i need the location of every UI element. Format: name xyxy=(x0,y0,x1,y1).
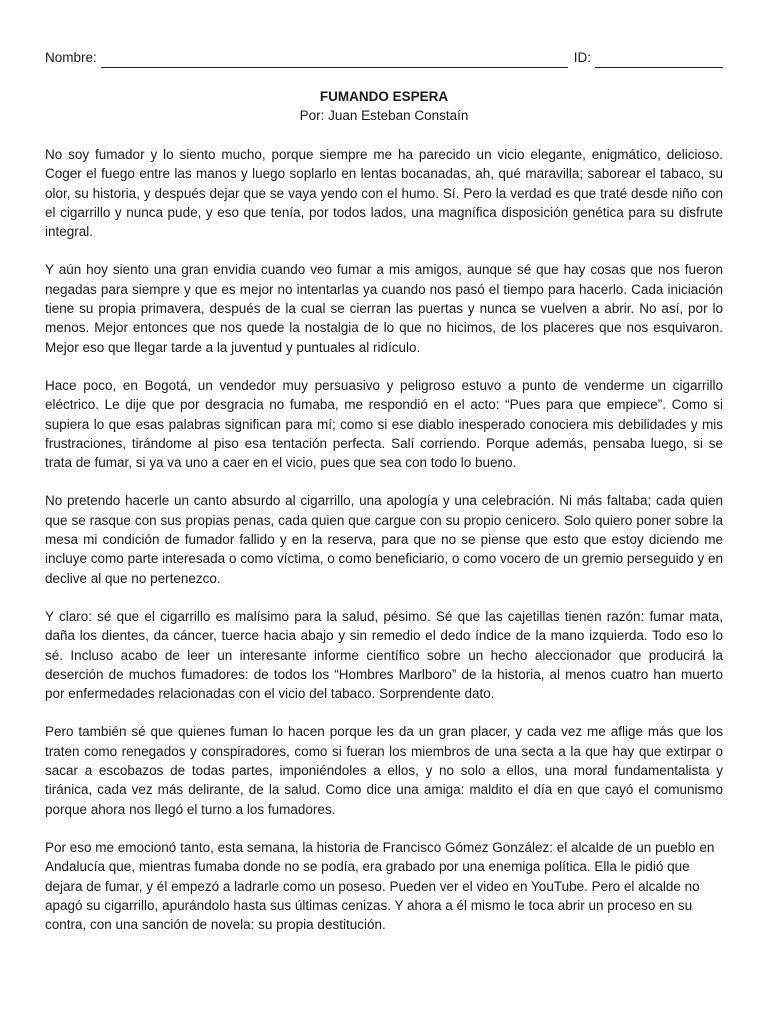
paragraph-4: No pretendo hacerle un canto absurdo al cigarrillo, una apología y una celebración. Ni más faltaba; cada quien que se rasque con sus propias penas, cada quien que cargue con su propio cenicero. Solo quiero poner sobre la mesa mi condición de fumador fallido y en la reserva, para que no se piense que esto que estoy diciendo me incluye como parte interesada o como víctima, o como beneficiario, o como vocero de un gremio perseguido y en declive al que no pertenezco. xyxy=(45,493,723,586)
paragraph-7: Por eso me emocionó tanto, esta semana, la historia de Francisco Gómez González: el alcalde de un pueblo en Andalucía que, mientras fumaba donde no se podía, era grabado por una enemiga política. Ella le pidió que dejara de fumar, y él empezó a ladrarle como un poseso. Pueden ver el video en YouTube. Pero el alcalde no apagó su cigarrillo, apurándolo hasta sus últimas cenizas. Y ahora a él mismo le toca abrir un proceso en su contra, con una sanción de novela: su propia destitución. xyxy=(45,839,715,933)
paragraph-6: Pero también sé que quienes fuman lo hacen porque les da un gran placer, y cada vez me aflige más que los traten como renegados y conspiradores, como si fueran los miembros de una secta a la que hay que extirpar o sacar a escobazos de todas partes, imponiéndoles a ellos, y no solo a ellos, una moral fundamentalista y tiránica, cada vez más delirante, de la salud. Como dice una amiga: maldito el día en que cayó el comunismo porque ahora nos llegó el turno a los fumadores. xyxy=(45,724,723,817)
article-body xyxy=(45,145,723,934)
paragraph-3: Hace poco, en Bogotá, un vendedor muy persuasivo y peligroso estuvo a punto de venderme un cigarrillo eléctrico. Le dije que por desgracia no fumaba, me respondió en el acto: “Pues para que empiece”. Como si supiera lo que esas palabras significan para mí; como si ese diablo inesperado conociera mis debilidades y mis frustraciones, tirándome al piso esa tentación perfecta. Salí corriendo. Porque además, pensaba luego, si se trata de fumar, si ya va uno a caer en el vicio, pues que sea con todo lo bueno. xyxy=(45,377,723,471)
id-label: ID: xyxy=(573,50,591,65)
document-author: Por: Juan Esteban Constaín xyxy=(299,108,469,123)
name-blank-line xyxy=(101,52,568,68)
paragraph-2: Y aún hoy siento una gran envidia cuando veo fumar a mis amigos, aunque sé que hay cosas que nos fueron negadas para siempre y que es mejor no intentarlas ya cuando nos pasó el tiempo para hacerlo. Cada iniciación tiene su propia primavera, después de la cual se cierran las puertas y nunca se vuelven a abrir. No así, por lo menos. Mejor entonces que nos quede la nostalgia de lo que no hicimos, de los placeres que nos esquivaron. Mejor eso que llegar tarde a la juventud y puntuales al ridículo. xyxy=(45,262,723,355)
id-blank-line xyxy=(595,52,723,68)
paragraph-1: No soy fumador y lo siento mucho, porque siempre me ha parecido un vicio elegante, enigmático, delicioso. Coger el fuego entre las manos y luego soplarlo en lentas bocanadas, ah, qué maravilla; saborear el tabaco, su olor, su historia, y después dejar que se vaya yendo con el humo. Sí. Pero la verdad es que traté desde niño con el cigarrillo y nunca pude, y eso que tenía, por todos lados, una magnífica disposición genética para su disfrute integral. xyxy=(45,147,723,240)
document-title: FUMANDO ESPERA xyxy=(319,89,449,104)
paragraph-5: Y claro: sé que el cigarrillo es malísimo para la salud, pésimo. Sé que las cajetillas tienen razón: fumar mata, daña los dientes, da cáncer, tuerce hacia abajo y sin remedio el dedo índice de la mano izquierda. Todo eso lo sé. Incluso acabo de leer un interesante informe científico sobre un hecho aleccionador que producirá la deserción de muchos fumadores: de todos los “Hombres Marlboro” de la historia, al menos cuatro han muerto por enfermedades relacionadas con el vicio del tabaco. Sorprendente dato. xyxy=(45,608,723,702)
worksheet-page xyxy=(45,46,723,953)
title-block xyxy=(45,87,723,125)
student-info-line xyxy=(45,46,723,68)
name-label: Nombre: xyxy=(45,50,97,65)
